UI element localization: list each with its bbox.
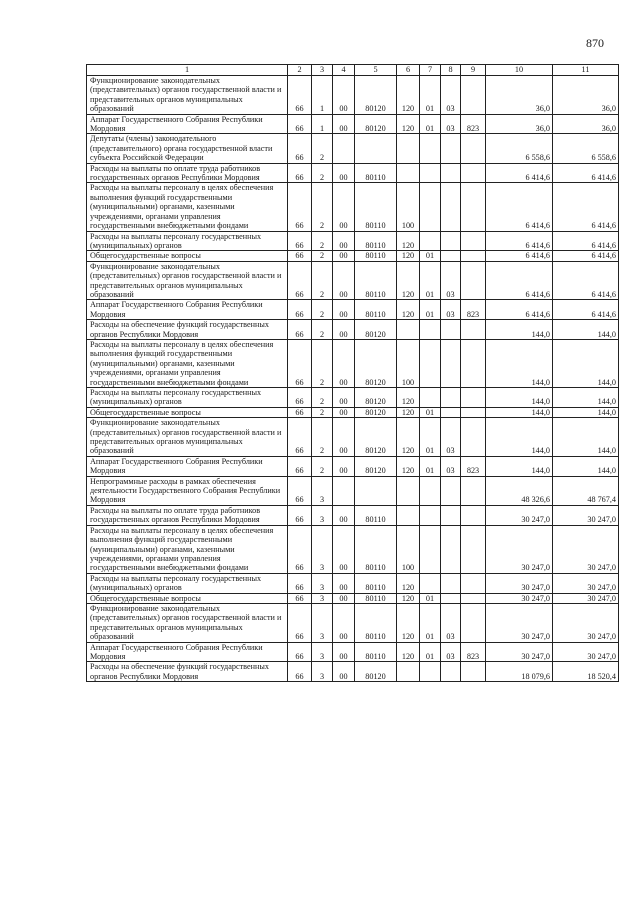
row-cell-c8: 03 xyxy=(441,642,461,662)
row-cell-c11: 36,0 xyxy=(553,76,619,115)
table-row xyxy=(87,300,619,320)
row-cell-c8 xyxy=(441,573,461,593)
table-row xyxy=(87,134,619,163)
row-cell-c4: 00 xyxy=(333,251,355,261)
row-cell-c2: 66 xyxy=(288,476,312,505)
table-row xyxy=(87,163,619,183)
row-cell-c5 xyxy=(355,476,397,505)
row-cell-c4: 00 xyxy=(333,603,355,642)
row-cell-c8: 03 xyxy=(441,261,461,300)
row-cell-c9 xyxy=(461,662,486,682)
row-cell-c6 xyxy=(397,662,420,682)
row-cell-c2: 66 xyxy=(288,593,312,603)
row-cell-c2: 66 xyxy=(288,114,312,134)
row-cell-c5: 80110 xyxy=(355,231,397,251)
row-cell-c10: 6 558,6 xyxy=(486,134,553,163)
row-cell-c10: 30 247,0 xyxy=(486,505,553,525)
table-body xyxy=(87,76,619,682)
row-cell-c3: 3 xyxy=(312,573,333,593)
row-cell-c9 xyxy=(461,231,486,251)
row-cell-c11: 6 414,6 xyxy=(553,183,619,231)
row-cell-c3: 3 xyxy=(312,662,333,682)
row-cell-c7 xyxy=(420,476,441,505)
row-cell-c2: 66 xyxy=(288,573,312,593)
row-name-cell: Расходы на выплаты персоналу государственных (муниципальных) органов xyxy=(87,573,288,593)
row-cell-c4: 00 xyxy=(333,114,355,134)
page-number: 870 xyxy=(586,36,604,50)
row-cell-c3: 2 xyxy=(312,163,333,183)
table-row xyxy=(87,407,619,417)
row-cell-c6 xyxy=(397,476,420,505)
row-cell-c5: 80120 xyxy=(355,388,397,408)
row-cell-c4 xyxy=(333,134,355,163)
row-cell-c11: 6 414,6 xyxy=(553,300,619,320)
row-cell-c3: 2 xyxy=(312,407,333,417)
row-cell-c7: 01 xyxy=(420,603,441,642)
row-cell-c3: 2 xyxy=(312,320,333,340)
row-cell-c6: 120 xyxy=(397,456,420,476)
row-cell-c9 xyxy=(461,573,486,593)
row-cell-c6 xyxy=(397,134,420,163)
row-cell-c10: 30 247,0 xyxy=(486,525,553,573)
row-cell-c8 xyxy=(441,388,461,408)
table-row xyxy=(87,320,619,340)
row-cell-c3: 3 xyxy=(312,505,333,525)
row-cell-c3: 3 xyxy=(312,525,333,573)
row-cell-c7: 01 xyxy=(420,456,441,476)
row-name-cell: Расходы на выплаты персоналу государственных (муниципальных) органов xyxy=(87,231,288,251)
row-cell-c4: 00 xyxy=(333,163,355,183)
row-cell-c3: 3 xyxy=(312,603,333,642)
row-cell-c11: 144,0 xyxy=(553,339,619,387)
row-cell-c11: 6 414,6 xyxy=(553,163,619,183)
row-cell-c6 xyxy=(397,505,420,525)
row-cell-c4: 00 xyxy=(333,525,355,573)
row-cell-c7: 01 xyxy=(420,114,441,134)
row-cell-c4: 00 xyxy=(333,573,355,593)
column-header: 6 xyxy=(397,65,420,76)
table-row xyxy=(87,573,619,593)
row-cell-c9 xyxy=(461,183,486,231)
row-cell-c10: 36,0 xyxy=(486,76,553,115)
row-cell-c4: 00 xyxy=(333,320,355,340)
row-cell-c9: 823 xyxy=(461,300,486,320)
row-cell-c6: 120 xyxy=(397,418,420,457)
row-cell-c2: 66 xyxy=(288,261,312,300)
row-cell-c8 xyxy=(441,134,461,163)
row-cell-c11: 30 247,0 xyxy=(553,603,619,642)
row-cell-c8: 03 xyxy=(441,114,461,134)
column-header: 1 xyxy=(87,65,288,76)
row-cell-c9 xyxy=(461,261,486,300)
row-name-cell: Аппарат Государственного Собрания Республики Мордовия xyxy=(87,300,288,320)
row-cell-c3: 3 xyxy=(312,476,333,505)
row-cell-c4: 00 xyxy=(333,261,355,300)
row-cell-c9 xyxy=(461,525,486,573)
row-cell-c4: 00 xyxy=(333,183,355,231)
row-cell-c9 xyxy=(461,320,486,340)
row-cell-c10: 144,0 xyxy=(486,339,553,387)
row-cell-c5: 80120 xyxy=(355,114,397,134)
row-cell-c4: 00 xyxy=(333,456,355,476)
row-cell-c7 xyxy=(420,134,441,163)
row-cell-c11: 144,0 xyxy=(553,320,619,340)
row-name-cell: Функционирование законодательных (представительных) органов государственной власти и представительных органов муниципальных образований xyxy=(87,603,288,642)
row-cell-c6: 100 xyxy=(397,525,420,573)
row-cell-c2: 66 xyxy=(288,134,312,163)
row-cell-c11: 144,0 xyxy=(553,418,619,457)
row-cell-c3: 2 xyxy=(312,134,333,163)
row-cell-c6 xyxy=(397,163,420,183)
table-row xyxy=(87,662,619,682)
row-cell-c3: 3 xyxy=(312,642,333,662)
table-row xyxy=(87,418,619,457)
row-cell-c10: 36,0 xyxy=(486,114,553,134)
table-row xyxy=(87,231,619,251)
column-header: 7 xyxy=(420,65,441,76)
row-cell-c8: 03 xyxy=(441,418,461,457)
row-cell-c8 xyxy=(441,339,461,387)
row-cell-c7 xyxy=(420,231,441,251)
row-cell-c5 xyxy=(355,134,397,163)
row-cell-c8 xyxy=(441,525,461,573)
row-cell-c7 xyxy=(420,662,441,682)
column-header: 10 xyxy=(486,65,553,76)
row-cell-c9 xyxy=(461,388,486,408)
row-cell-c3: 2 xyxy=(312,300,333,320)
column-header: 8 xyxy=(441,65,461,76)
table-header-row xyxy=(87,65,619,76)
row-cell-c5: 80110 xyxy=(355,525,397,573)
table-row xyxy=(87,593,619,603)
row-cell-c6: 120 xyxy=(397,603,420,642)
column-header: 11 xyxy=(553,65,619,76)
row-cell-c7 xyxy=(420,505,441,525)
row-cell-c8 xyxy=(441,183,461,231)
row-cell-c10: 144,0 xyxy=(486,456,553,476)
row-cell-c11: 48 767,4 xyxy=(553,476,619,505)
row-cell-c4: 00 xyxy=(333,407,355,417)
row-cell-c5: 80120 xyxy=(355,339,397,387)
row-cell-c6: 120 xyxy=(397,642,420,662)
row-cell-c9 xyxy=(461,603,486,642)
row-cell-c7 xyxy=(420,573,441,593)
row-cell-c3: 2 xyxy=(312,388,333,408)
row-cell-c5: 80120 xyxy=(355,418,397,457)
row-cell-c7 xyxy=(420,388,441,408)
column-header: 4 xyxy=(333,65,355,76)
row-cell-c4: 00 xyxy=(333,642,355,662)
row-cell-c10: 48 326,6 xyxy=(486,476,553,505)
column-header: 3 xyxy=(312,65,333,76)
table-row xyxy=(87,251,619,261)
row-cell-c8: 03 xyxy=(441,603,461,642)
table-row xyxy=(87,456,619,476)
row-cell-c9 xyxy=(461,76,486,115)
row-cell-c9 xyxy=(461,418,486,457)
row-cell-c2: 66 xyxy=(288,388,312,408)
row-cell-c9: 823 xyxy=(461,642,486,662)
row-cell-c11: 6 414,6 xyxy=(553,231,619,251)
row-cell-c5: 80120 xyxy=(355,662,397,682)
row-cell-c6: 120 xyxy=(397,251,420,261)
row-name-cell: Расходы на обеспечение функций государственных органов Республики Мордовия xyxy=(87,662,288,682)
row-cell-c11: 36,0 xyxy=(553,114,619,134)
row-cell-c7: 01 xyxy=(420,593,441,603)
row-cell-c10: 6 414,6 xyxy=(486,231,553,251)
row-cell-c6: 100 xyxy=(397,339,420,387)
column-header: 5 xyxy=(355,65,397,76)
row-cell-c3: 3 xyxy=(312,593,333,603)
row-cell-c7 xyxy=(420,320,441,340)
column-header: 2 xyxy=(288,65,312,76)
row-cell-c2: 66 xyxy=(288,339,312,387)
row-name-cell: Общегосударственные вопросы xyxy=(87,251,288,261)
row-cell-c9 xyxy=(461,407,486,417)
row-cell-c5: 80120 xyxy=(355,456,397,476)
row-cell-c2: 66 xyxy=(288,183,312,231)
row-cell-c10: 6 414,6 xyxy=(486,300,553,320)
row-name-cell: Общегосударственные вопросы xyxy=(87,407,288,417)
row-cell-c6: 120 xyxy=(397,231,420,251)
row-cell-c11: 30 247,0 xyxy=(553,593,619,603)
row-cell-c8 xyxy=(441,163,461,183)
row-cell-c10: 144,0 xyxy=(486,407,553,417)
row-cell-c4: 00 xyxy=(333,388,355,408)
row-cell-c2: 66 xyxy=(288,76,312,115)
row-cell-c8 xyxy=(441,505,461,525)
row-cell-c5: 80110 xyxy=(355,593,397,603)
row-cell-c7: 01 xyxy=(420,300,441,320)
table-row xyxy=(87,339,619,387)
row-name-cell: Расходы на выплаты по оплате труда работников государственных органов Республики Мордовия xyxy=(87,505,288,525)
row-name-cell: Аппарат Государственного Собрания Республики Мордовия xyxy=(87,642,288,662)
row-cell-c3: 1 xyxy=(312,114,333,134)
row-cell-c11: 30 247,0 xyxy=(553,505,619,525)
table-row xyxy=(87,603,619,642)
row-name-cell: Общегосударственные вопросы xyxy=(87,593,288,603)
row-cell-c8 xyxy=(441,662,461,682)
row-cell-c9: 823 xyxy=(461,456,486,476)
row-cell-c8 xyxy=(441,251,461,261)
row-name-cell: Расходы на выплаты по оплате труда работников государственных органов Республики Мордовия xyxy=(87,163,288,183)
row-cell-c5: 80120 xyxy=(355,407,397,417)
row-cell-c7: 01 xyxy=(420,261,441,300)
row-cell-c6: 120 xyxy=(397,388,420,408)
row-cell-c3: 2 xyxy=(312,251,333,261)
row-cell-c6: 120 xyxy=(397,114,420,134)
row-cell-c4: 00 xyxy=(333,593,355,603)
row-cell-c8 xyxy=(441,407,461,417)
row-name-cell: Аппарат Государственного Собрания Республики Мордовия xyxy=(87,456,288,476)
row-cell-c10: 6 414,6 xyxy=(486,163,553,183)
row-cell-c9 xyxy=(461,593,486,603)
row-cell-c7 xyxy=(420,525,441,573)
row-cell-c6: 100 xyxy=(397,183,420,231)
row-name-cell: Расходы на выплаты персоналу в целях обеспечения выполнения функций государственными (муниципальными) органами, казенными учреждениями, органами управления государственными внебюджетными фондами xyxy=(87,183,288,231)
row-cell-c5: 80110 xyxy=(355,183,397,231)
row-cell-c3: 2 xyxy=(312,261,333,300)
budget-table xyxy=(86,64,619,682)
row-cell-c9 xyxy=(461,163,486,183)
row-cell-c9: 823 xyxy=(461,114,486,134)
row-cell-c11: 144,0 xyxy=(553,456,619,476)
row-cell-c4: 00 xyxy=(333,418,355,457)
row-cell-c7 xyxy=(420,163,441,183)
table-row xyxy=(87,642,619,662)
row-cell-c4 xyxy=(333,476,355,505)
row-cell-c10: 144,0 xyxy=(486,388,553,408)
row-cell-c11: 30 247,0 xyxy=(553,525,619,573)
row-cell-c4: 00 xyxy=(333,300,355,320)
row-cell-c9 xyxy=(461,476,486,505)
row-cell-c5: 80110 xyxy=(355,300,397,320)
row-cell-c6: 120 xyxy=(397,593,420,603)
table-row xyxy=(87,505,619,525)
row-name-cell: Функционирование законодательных (представительных) органов государственной власти и представительных органов муниципальных образований xyxy=(87,418,288,457)
row-cell-c3: 2 xyxy=(312,231,333,251)
row-cell-c10: 6 414,6 xyxy=(486,251,553,261)
row-cell-c10: 30 247,0 xyxy=(486,642,553,662)
row-cell-c9 xyxy=(461,505,486,525)
row-cell-c11: 144,0 xyxy=(553,388,619,408)
row-cell-c2: 66 xyxy=(288,505,312,525)
table-row xyxy=(87,388,619,408)
row-cell-c7 xyxy=(420,183,441,231)
table-row xyxy=(87,183,619,231)
row-cell-c8 xyxy=(441,476,461,505)
row-cell-c2: 66 xyxy=(288,300,312,320)
row-cell-c3: 2 xyxy=(312,418,333,457)
row-cell-c4: 00 xyxy=(333,76,355,115)
row-cell-c7: 01 xyxy=(420,251,441,261)
row-cell-c7: 01 xyxy=(420,418,441,457)
row-cell-c2: 66 xyxy=(288,163,312,183)
row-cell-c11: 30 247,0 xyxy=(553,573,619,593)
row-cell-c6: 120 xyxy=(397,573,420,593)
row-cell-c4: 00 xyxy=(333,662,355,682)
row-cell-c6: 120 xyxy=(397,407,420,417)
row-cell-c6: 120 xyxy=(397,76,420,115)
row-cell-c11: 18 520,4 xyxy=(553,662,619,682)
row-cell-c8: 03 xyxy=(441,76,461,115)
row-cell-c5: 80110 xyxy=(355,573,397,593)
row-cell-c10: 144,0 xyxy=(486,320,553,340)
table-row xyxy=(87,114,619,134)
row-name-cell: Расходы на обеспечение функций государственных органов Республики Мордовия xyxy=(87,320,288,340)
row-cell-c2: 66 xyxy=(288,456,312,476)
row-cell-c5: 80110 xyxy=(355,505,397,525)
row-cell-c11: 6 558,6 xyxy=(553,134,619,163)
row-cell-c10: 6 414,6 xyxy=(486,261,553,300)
row-cell-c10: 18 079,6 xyxy=(486,662,553,682)
row-cell-c6: 120 xyxy=(397,261,420,300)
row-cell-c2: 66 xyxy=(288,231,312,251)
row-cell-c10: 30 247,0 xyxy=(486,593,553,603)
row-cell-c11: 30 247,0 xyxy=(553,642,619,662)
row-name-cell: Расходы на выплаты персоналу в целях обеспечения выполнения функций государственными (муниципальными) органами, казенными учреждениями, органами управления государственными внебюджетными фондами xyxy=(87,525,288,573)
row-cell-c3: 1 xyxy=(312,76,333,115)
row-cell-c4: 00 xyxy=(333,231,355,251)
row-cell-c6: 120 xyxy=(397,300,420,320)
row-cell-c9 xyxy=(461,251,486,261)
row-cell-c7: 01 xyxy=(420,642,441,662)
row-cell-c9 xyxy=(461,134,486,163)
row-name-cell: Аппарат Государственного Собрания Республики Мордовия xyxy=(87,114,288,134)
row-cell-c3: 2 xyxy=(312,183,333,231)
row-cell-c8: 03 xyxy=(441,456,461,476)
row-cell-c10: 30 247,0 xyxy=(486,603,553,642)
row-cell-c2: 66 xyxy=(288,603,312,642)
row-cell-c11: 6 414,6 xyxy=(553,251,619,261)
row-cell-c10: 30 247,0 xyxy=(486,573,553,593)
row-cell-c3: 2 xyxy=(312,339,333,387)
row-cell-c7: 01 xyxy=(420,76,441,115)
row-cell-c7 xyxy=(420,339,441,387)
row-cell-c2: 66 xyxy=(288,662,312,682)
row-name-cell: Расходы на выплаты персоналу государственных (муниципальных) органов xyxy=(87,388,288,408)
table-row xyxy=(87,476,619,505)
row-cell-c3: 2 xyxy=(312,456,333,476)
table-row xyxy=(87,525,619,573)
row-cell-c2: 66 xyxy=(288,407,312,417)
row-cell-c2: 66 xyxy=(288,418,312,457)
row-cell-c5: 80120 xyxy=(355,320,397,340)
row-cell-c7: 01 xyxy=(420,407,441,417)
row-cell-c9 xyxy=(461,339,486,387)
row-cell-c4: 00 xyxy=(333,505,355,525)
row-cell-c2: 66 xyxy=(288,525,312,573)
row-cell-c8: 03 xyxy=(441,300,461,320)
row-cell-c2: 66 xyxy=(288,251,312,261)
row-cell-c11: 6 414,6 xyxy=(553,261,619,300)
row-name-cell: Функционирование законодательных (представительных) органов государственной власти и представительных органов муниципальных образований xyxy=(87,76,288,115)
row-cell-c8 xyxy=(441,231,461,251)
row-cell-c10: 144,0 xyxy=(486,418,553,457)
row-name-cell: Депутаты (члены) законодательного (представительного) органа государственной власти субъекта Российской Федерации xyxy=(87,134,288,163)
row-cell-c5: 80110 xyxy=(355,603,397,642)
row-name-cell: Функционирование законодательных (представительных) органов государственной власти и представительных органов муниципальных образований xyxy=(87,261,288,300)
row-cell-c6 xyxy=(397,320,420,340)
row-cell-c8 xyxy=(441,320,461,340)
row-cell-c4: 00 xyxy=(333,339,355,387)
row-cell-c2: 66 xyxy=(288,320,312,340)
row-name-cell: Расходы на выплаты персоналу в целях обеспечения выполнения функций государственными (муниципальными) органами, казенными учреждениями, органами управления государственными внебюджетными фондами xyxy=(87,339,288,387)
row-cell-c5: 80110 xyxy=(355,642,397,662)
column-header: 9 xyxy=(461,65,486,76)
row-cell-c8 xyxy=(441,593,461,603)
row-cell-c5: 80110 xyxy=(355,251,397,261)
row-cell-c5: 80120 xyxy=(355,76,397,115)
table-row xyxy=(87,261,619,300)
row-cell-c11: 144,0 xyxy=(553,407,619,417)
row-cell-c2: 66 xyxy=(288,642,312,662)
row-name-cell: Непрограммные расходы в рамках обеспечения деятельности Государственного Собрания Республики Мордовия xyxy=(87,476,288,505)
row-cell-c5: 80110 xyxy=(355,261,397,300)
table-row xyxy=(87,76,619,115)
row-cell-c5: 80110 xyxy=(355,163,397,183)
row-cell-c10: 6 414,6 xyxy=(486,183,553,231)
